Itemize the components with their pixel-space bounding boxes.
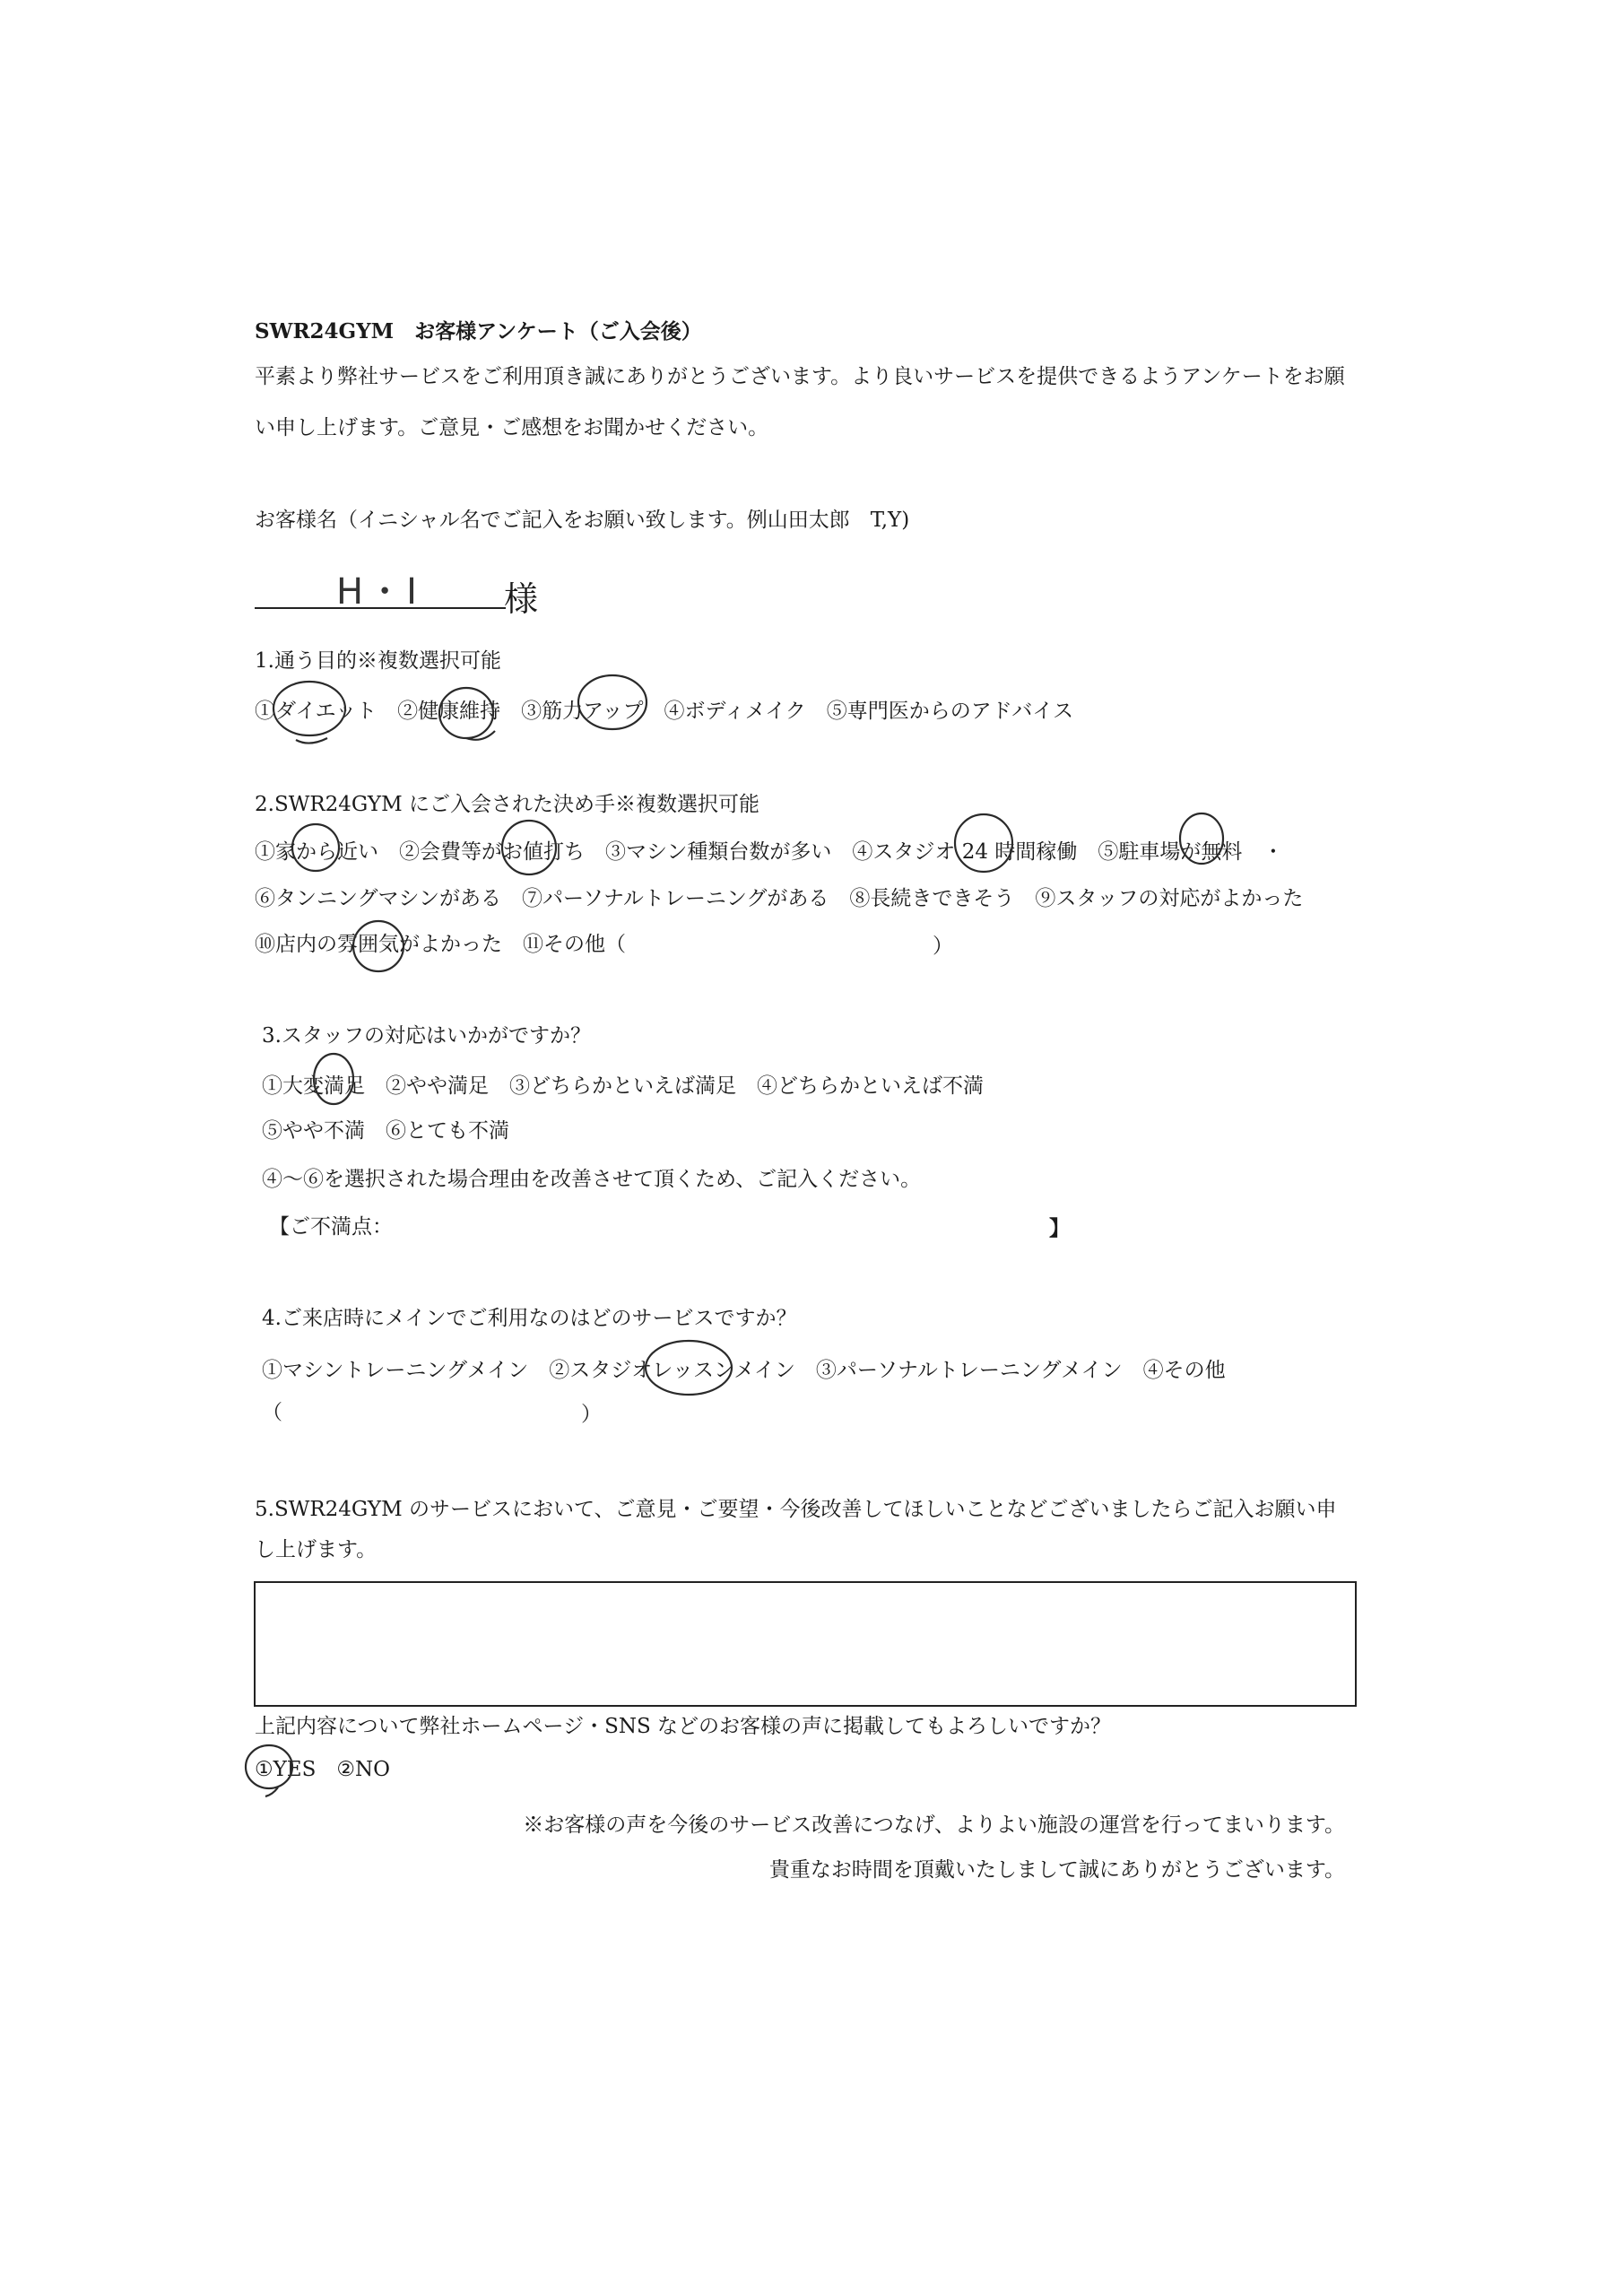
q2-options-line-2[interactable]: ⑥タンニングマシンがある ⑦パーソナルトレーニングがある ⑧長続きできそう ⑨スタッフの対応がよかった xyxy=(255,887,1304,910)
intro-line-1: 平素より弊社サービスをご利用頂き誠にありがとうございます。より良いサービスを提供できるようアンケートをお願 xyxy=(255,365,1345,388)
q4-open-paren: （ xyxy=(262,1401,282,1424)
mark-consent-yes-tail xyxy=(265,1787,278,1796)
q2-options-line-1[interactable]: ①家から近い ②会費等がお値打ち ③マシン種類台数が多い ④スタジオ 24 時間稼働 ⑤駐車場が無料 ・ xyxy=(255,840,1284,864)
closing-line-1: ※お客様の声を今後のサービス改善につなげ、よりよい施設の運営を行ってまいります。 xyxy=(523,1813,1345,1837)
q5-answer-box[interactable] xyxy=(254,1581,1357,1707)
mark-q1-diet-tail xyxy=(296,738,327,744)
q3-note: ④〜⑥を選択された場合理由を改善させて頂くため、ご記入ください。 xyxy=(262,1168,922,1191)
customer-initials[interactable]: H・I xyxy=(336,571,421,613)
q2-other-close-paren: ） xyxy=(933,935,953,958)
customer-name-label: お客様名（イニシャル名でご記入をお願い致します。例山田太郎 T,Y) xyxy=(255,509,910,532)
q1-options[interactable]: ①ダイエット ②健康維持 ③筋力アップ ④ボディメイク ⑤専門医からのアドバイス xyxy=(255,700,1074,723)
q5-question-line-2: し上げます。 xyxy=(255,1538,378,1561)
consent-options[interactable]: ①YES ②NO xyxy=(255,1758,390,1781)
q4-options[interactable]: ①マシントレーニングメイン ②スタジオレッスンメイン ③パーソナルトレーニングメイン ④その他 xyxy=(262,1359,1226,1382)
customer-suffix: 様 xyxy=(504,579,539,619)
consent-question: 上記内容について弊社ホームページ・SNS などのお客様の声に掲載してもよろしいですか？ xyxy=(255,1715,1112,1738)
q3-complaint-label[interactable]: 【ご不満点： xyxy=(269,1215,393,1239)
q3-options-line-2[interactable]: ⑤やや不満 ⑥とても不満 xyxy=(262,1119,509,1143)
q3-complaint-close: 】 xyxy=(1049,1216,1070,1240)
q2-options-line-3[interactable]: ⑩店内の雰囲気がよかった ⑪その他（ xyxy=(255,933,626,956)
q2-question: 2.SWR24GYM にご入会された決め手※複数選択可能 xyxy=(255,793,759,816)
q3-question: 3.スタッフの対応はいかがですか？ xyxy=(262,1024,591,1048)
intro-line-2: い申し上げます。ご意見・ご感想をお聞かせください。 xyxy=(255,416,769,439)
customer-name-underline xyxy=(255,607,506,609)
q4-close-paren: ） xyxy=(581,1403,602,1426)
q4-question: 4.ご来店時にメインでご利用なのはどのサービスですか？ xyxy=(262,1307,797,1330)
closing-line-2: 貴重なお時間を頂戴いたしまして誠にありがとうございます。 xyxy=(768,1858,1345,1882)
q1-question: 1.通う目的※複数選択可能 xyxy=(255,649,501,673)
q3-options-line-1[interactable]: ①大変満足 ②やや満足 ③どちらかといえば満足 ④どちらかといえば不満 xyxy=(262,1074,984,1098)
q5-question-line-1: 5.SWR24GYM のサービスにおいて、ご意見・ご要望・今後改善してほしいことなどございましたらご記入お願い申 xyxy=(255,1498,1337,1521)
survey-title: SWR24GYM お客様アンケート（ご入会後） xyxy=(255,319,702,344)
mark-q1-health-tail xyxy=(466,731,495,740)
